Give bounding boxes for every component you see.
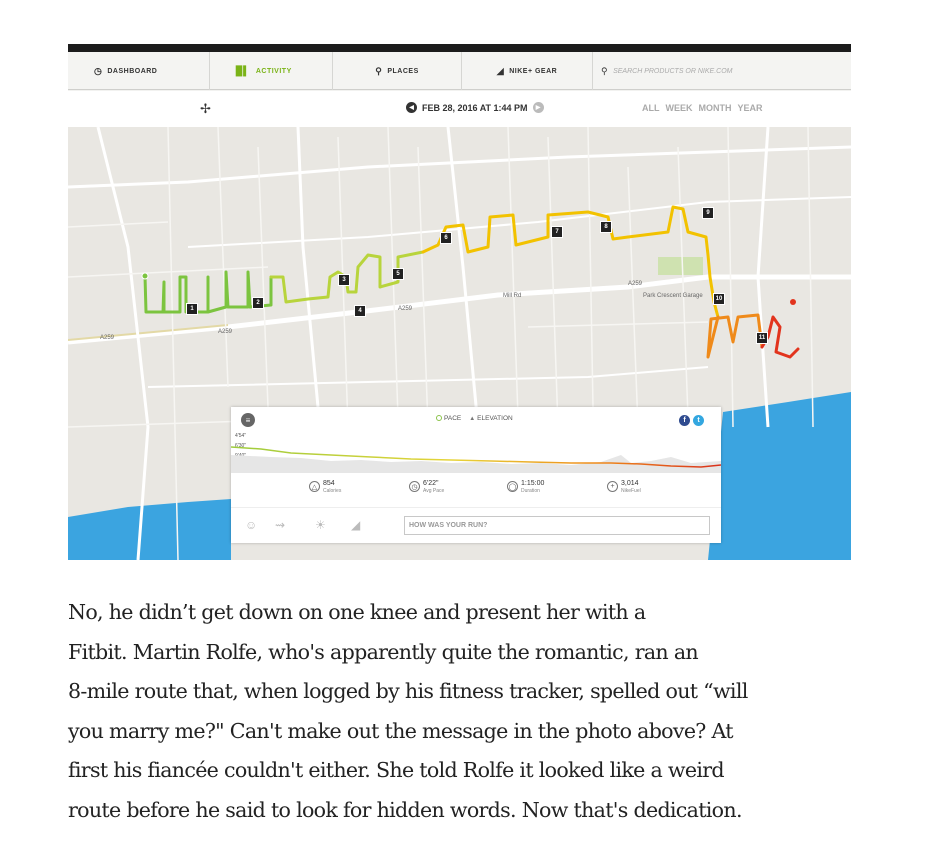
menu-icon[interactable]: ≡ (241, 413, 255, 427)
paragraph-line: Fitbit. Martin Rolfe, who's apparently quite the romantic, ran an (68, 639, 698, 664)
duration-value: 1:15:00 (521, 480, 545, 487)
article-paragraph (68, 593, 858, 830)
mile-marker[interactable]: 6 (440, 232, 452, 244)
mile-marker[interactable]: 3 (338, 274, 350, 286)
road-label: A259 (398, 306, 413, 312)
legend-elevation-label: ELEVATION (477, 415, 513, 422)
road-label: Mill Rd (503, 293, 522, 299)
mile-marker[interactable]: 2 (252, 297, 264, 309)
stat-pace (409, 480, 444, 494)
calories-label: Calories (323, 488, 342, 494)
nav-gear[interactable] (462, 52, 593, 90)
mile-marker[interactable]: 11 (756, 332, 768, 344)
legend-pace[interactable] (436, 415, 461, 422)
nav-gear-label: NIKE+ GEAR (509, 67, 558, 75)
run-route (145, 207, 798, 357)
pace-label: Avg Pace (423, 488, 445, 494)
paragraph-line: you marry me?" Can't make out the message in the photo above? At (68, 718, 733, 743)
main-nav (68, 52, 851, 90)
road-centre-east (448, 127, 478, 427)
tab-year[interactable]: YEAR (737, 103, 763, 113)
tab-all[interactable]: ALL (642, 103, 660, 113)
mood-face-icon[interactable]: ☺ (245, 518, 258, 532)
date-navigator (406, 102, 544, 113)
clock-icon: ◷ (94, 65, 103, 76)
paragraph-line: first his fiancée couldn't either. She told Rolfe it looked like a weird (68, 758, 724, 782)
road-centre (298, 127, 318, 407)
nav-activity-label: ACTIVITY (255, 67, 292, 75)
weather-sun-icon[interactable]: ☀ (315, 518, 326, 532)
shoe-icon[interactable]: ◢ (351, 518, 361, 532)
pace-tick: 6'30" (235, 443, 247, 449)
park-area (658, 257, 703, 275)
article-body (68, 593, 858, 830)
duration-label: Duration (521, 488, 540, 494)
bar-chart-icon: ▉▍ (236, 65, 251, 76)
nav-places-label: PLACES (387, 67, 419, 75)
pace-elevation-chart (231, 433, 721, 473)
pace-dot-icon (436, 415, 442, 421)
mile-marker[interactable]: 7 (551, 226, 563, 238)
sea-area (708, 392, 851, 560)
calories-value: 854 (323, 480, 335, 487)
terrain-icon[interactable]: ⇝ (275, 518, 286, 532)
legend-elevation[interactable] (469, 415, 512, 422)
stat-nikefuel (607, 480, 641, 494)
nav-dashboard-label: DASHBOARD (107, 67, 158, 75)
nikefuel-label: NikeFuel (621, 488, 641, 494)
top-bar (68, 44, 851, 52)
paragraph-line: No, he didn’t get down on one knee and present her with a (68, 600, 646, 624)
search-input[interactable] (613, 68, 833, 75)
twitter-icon[interactable]: t (693, 415, 704, 426)
runner-icon: ✢ (200, 101, 211, 116)
map-pin-icon: ⚲ (375, 65, 383, 76)
speedometer-icon: ◷ (409, 481, 420, 492)
road-label: Park Crescent Garage (643, 293, 703, 299)
search-icon: ⚲ (601, 65, 609, 76)
pace-value: 6'22" (423, 480, 439, 487)
road-label: A259 (100, 335, 115, 341)
app-screenshot (68, 44, 851, 560)
route-end-dot (790, 299, 796, 305)
paragraph-line: route before he said to look for hidden words. Now that's dedication. (68, 797, 742, 822)
tab-week[interactable]: WEEK (665, 103, 693, 113)
social-share (679, 415, 704, 426)
run-feedback-input[interactable] (404, 516, 710, 535)
nav-activity[interactable] (210, 52, 333, 90)
route-start-dot (142, 273, 148, 279)
run-feedback (231, 507, 721, 543)
facebook-icon[interactable]: f (679, 415, 690, 426)
nav-places[interactable] (333, 52, 462, 90)
legend-pace-label: PACE (444, 415, 462, 422)
mile-marker[interactable]: 4 (354, 305, 366, 317)
sea-area-west (68, 499, 231, 560)
mile-marker[interactable]: 5 (392, 268, 404, 280)
road-south (148, 367, 708, 387)
road-north (68, 147, 851, 187)
mile-marker[interactable]: 10 (713, 293, 725, 305)
mile-marker[interactable]: 1 (186, 303, 198, 315)
stopwatch-icon: ◯ (507, 481, 518, 492)
stat-duration (507, 480, 544, 494)
road-west (98, 127, 148, 560)
stats-row (231, 480, 721, 500)
chart-legend (436, 415, 513, 422)
flame-icon: △ (309, 481, 320, 492)
chart-svg (231, 433, 721, 473)
stat-calories (309, 480, 341, 494)
plus-icon: + (607, 481, 618, 492)
road-mid (188, 197, 851, 247)
road-label: A259 (218, 329, 233, 335)
pace-tick: 4'54" (235, 433, 247, 439)
road-label: A259 (628, 281, 643, 287)
paragraph-line: 8-mile route that, when logged by his fitness tracker, spelled out “will (68, 679, 748, 703)
shoe-icon: ◢ (496, 65, 505, 76)
main-road-a259-centre (68, 325, 228, 340)
nikefuel-value: 3,014 (621, 480, 639, 487)
previous-run-button[interactable]: ◀ (406, 102, 417, 113)
search-box[interactable] (593, 52, 851, 90)
run-date: FEB 28, 2016 AT 1:44 PM (422, 102, 528, 113)
tab-month[interactable]: MONTH (698, 103, 732, 113)
sub-bar (68, 91, 851, 127)
mile-marker[interactable]: 9 (702, 207, 714, 219)
range-tabs (642, 103, 763, 113)
next-run-button[interactable]: ▶ (533, 102, 544, 113)
mile-marker[interactable]: 8 (600, 221, 612, 233)
elevation-icon: ▲ (469, 416, 476, 422)
run-stats-card (231, 407, 721, 543)
nav-dashboard[interactable] (68, 52, 210, 90)
